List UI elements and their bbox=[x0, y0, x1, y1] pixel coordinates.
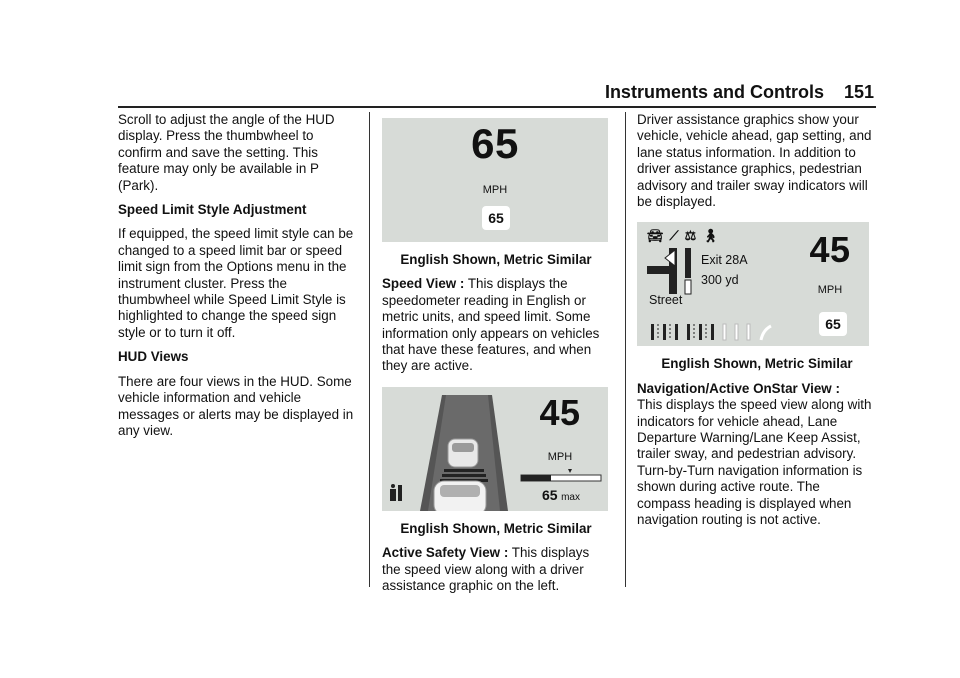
figure-caption: English Shown, Metric Similar bbox=[661, 356, 853, 372]
page-header bbox=[0, 80, 874, 104]
hud-speed-unit: MPH bbox=[547, 450, 573, 463]
column-divider-right bbox=[625, 112, 626, 587]
gap-bar-1 bbox=[444, 469, 484, 472]
paragraph-speed-limit-style: If equipped, the speed limit style can be changed to a speed limit bar or speed limit sign from the Options menu in the instrument cluster. Press the thumbwheel while Speed Limit Style is highlighted to change the speed sign style or to turn it off. bbox=[118, 226, 354, 340]
speed-limit-marker bbox=[568, 469, 572, 473]
heading-speed-limit-style: Speed Limit Style Adjustment bbox=[118, 202, 307, 218]
hud-speed-view-figure bbox=[382, 118, 608, 242]
street-label: Street bbox=[649, 293, 683, 308]
hud-speed-value: 65 bbox=[471, 120, 519, 167]
distance-label: 300 yd bbox=[701, 273, 739, 288]
own-vehicle-icon bbox=[434, 481, 486, 511]
figure-caption: English Shown, Metric Similar bbox=[400, 520, 592, 536]
page-number: 151 bbox=[843, 81, 874, 102]
turn-arrow-icon bbox=[647, 246, 699, 296]
hud-active-safety-figure bbox=[382, 387, 608, 511]
speed-limit-bar-fill bbox=[521, 475, 551, 481]
indicator-icons bbox=[647, 228, 719, 244]
hud-speed-unit: MPH bbox=[482, 184, 508, 196]
compass-heading-strip bbox=[649, 320, 779, 342]
term-speed-view: Speed View : bbox=[382, 276, 465, 292]
figure-caption: English Shown, Metric Similar bbox=[400, 252, 592, 267]
navigation-view-description: This displays the speed view along with indicators for vehicle ahead, Lane Departure Warning/Lane Keep Assist, trailer sway, and pedestrian advisory. Turn-by-Turn navigation information is shown during active route. The compass heading is displayed when navigation routing is not active. bbox=[637, 397, 872, 528]
header-rule bbox=[118, 106, 876, 108]
hud-speed-unit: MPH bbox=[817, 284, 843, 297]
speed-limit-bar bbox=[520, 469, 602, 483]
vehicle-ahead-icon: 🚘︎ bbox=[647, 228, 664, 244]
pedestrian-icon: 🚶︎ bbox=[702, 228, 719, 244]
trailer-sway-icon bbox=[390, 484, 402, 501]
hud-speed-value: 45 bbox=[809, 229, 851, 271]
paragraph-navigation-view bbox=[637, 381, 877, 529]
speed-limit-sign: 65 bbox=[819, 312, 847, 336]
speed-limit-value: 65 bbox=[542, 486, 558, 503]
paragraph-hud-angle: Scroll to adjust the angle of the HUD display. Press the thumbwheel to confirm and save the setting. This feature may only be available in P (Park). bbox=[118, 112, 335, 193]
gap-bar-2 bbox=[442, 474, 486, 477]
paragraph-hud-views: There are four views in the HUD. Some vehicle information and vehicle messages or alerts may be displayed in any view. bbox=[118, 373, 354, 438]
column-3 bbox=[637, 112, 877, 537]
paragraph-active-safety-view bbox=[382, 545, 610, 594]
column-divider-left bbox=[369, 112, 370, 587]
heading-hud-views: HUD Views bbox=[118, 349, 189, 365]
speed-view-description: This displays the speedometer reading in English or metric units, and speed limit. Some information only appears on vehicles that have these features, and when they are active. bbox=[382, 276, 600, 374]
hud-navigation-figure bbox=[637, 222, 869, 346]
lane-keep-icon: ⟋ bbox=[669, 228, 679, 244]
hud-speed-value: 45 bbox=[539, 391, 581, 433]
speed-limit-sign: 65 bbox=[482, 206, 510, 230]
section-title: Instruments and Controls bbox=[604, 81, 824, 102]
term-active-safety-view: Active Safety View : bbox=[382, 545, 509, 561]
column-1 bbox=[118, 112, 356, 447]
active-safety-description: This displays the speed view along with a driver assistance graphic on the left. bbox=[382, 545, 590, 594]
paragraph-speed-view bbox=[382, 276, 610, 374]
exit-label: Exit 28A bbox=[701, 253, 748, 268]
speed-limit-max bbox=[542, 487, 580, 506]
vehicle-ahead-icon bbox=[448, 439, 478, 467]
paragraph-driver-assistance: Driver assistance graphics show your vehicle, vehicle ahead, gap setting, and lane status information. In addition to driver assistance graphics, pedestrian advisory and trailer sway indicators will be displayed. bbox=[637, 112, 872, 210]
column-2 bbox=[382, 112, 610, 602]
speed-limit-suffix: max bbox=[561, 491, 580, 503]
trailer-sway-icon: ⚖︎ bbox=[684, 228, 697, 244]
term-navigation-view: Navigation/Active OnStar View : bbox=[637, 380, 840, 396]
